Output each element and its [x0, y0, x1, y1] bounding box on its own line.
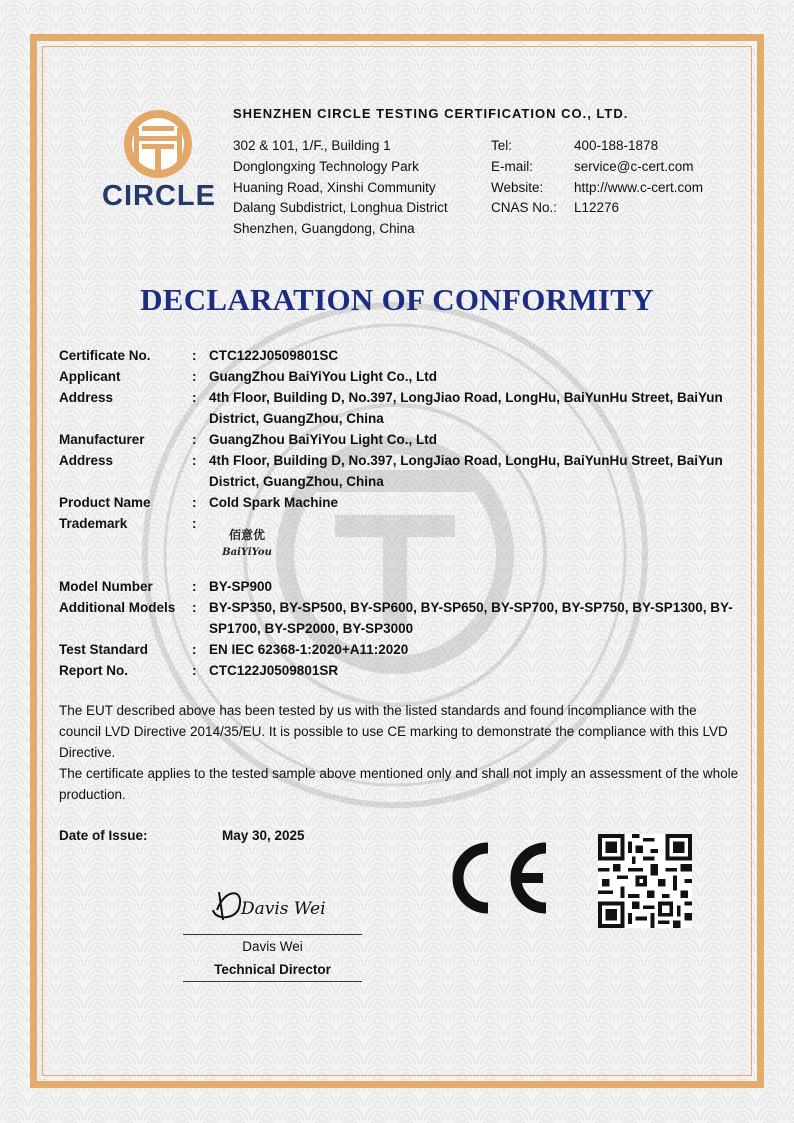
field-row: Product Name : Cold Spark Machine — [59, 492, 749, 513]
contact-label: Tel: — [491, 138, 513, 153]
field-value: CTC122J0509801SC — [209, 348, 339, 363]
logo-wordmark: CIRCLE — [102, 180, 216, 212]
ce-mark-icon — [443, 840, 553, 916]
company-contact — [491, 136, 703, 219]
contact-value: L12276 — [574, 200, 620, 216]
issue-date-label: Date of Issue: — [59, 828, 148, 843]
contact-value: service@c-cert.com — [574, 158, 694, 174]
address-line: Dalang Subdistrict, Longhua District — [233, 200, 448, 216]
signature-underline — [183, 981, 362, 982]
field-row: Address : 4th Floor, Building D, No.397, LongJiao Road, LongHu, BaiYunHu Street, BaiYun District, GuangZhou, China — [59, 450, 749, 492]
statement-paragraph: The certificate applies to the tested sample above mentioned only and shall not imply an assessment of the whole production. — [59, 766, 739, 802]
trademark-latin: BaiYiYou — [222, 547, 272, 558]
document-title: DECLARATION OF CONFORMITY — [140, 282, 654, 317]
field-row: Applicant : GuangZhou BaiYiYou Light Co., Ltd — [59, 366, 749, 387]
trademark-logo — [216, 525, 278, 559]
signatory-title: Technical Director — [214, 962, 331, 977]
trademark-chinese: 佰意优 — [228, 528, 266, 542]
field-value: Cold Spark Machine — [209, 495, 339, 510]
field-label: Model Number — [59, 579, 153, 594]
field-label: Test Standard — [59, 642, 149, 657]
signature-line — [183, 934, 362, 935]
field-row: Model Number : BY-SP900 — [59, 576, 749, 597]
address-line: 302 & 101, 1/F., Building 1 — [233, 138, 391, 153]
contact-label: CNAS No.: — [491, 200, 558, 216]
field-row: Trademark : — [59, 513, 749, 576]
field-value: CTC122J0509801SR — [209, 663, 339, 678]
field-row: Report No. : CTC122J0509801SR — [59, 660, 749, 681]
field-label: Certificate No. — [59, 348, 151, 363]
company-address — [233, 136, 448, 240]
field-value: BY-SP350, BY-SP500, BY-SP600, BY-SP650, BY-SP700, BY-SP750, BY-SP1300, BY-SP1700, BY-SP2000, BY-SP3000 — [209, 600, 733, 636]
field-label: Applicant — [59, 369, 121, 384]
field-row: Certificate No. : CTC122J0509801SC — [59, 345, 749, 366]
contact-tel — [491, 136, 703, 157]
field-label: Additional Models — [59, 600, 176, 615]
field-row: Address : 4th Floor, Building D, No.397, LongJiao Road, LongHu, BaiYunHu Street, BaiYun District, GuangZhou, China — [59, 387, 749, 429]
contact-label: Website: — [491, 179, 544, 195]
field-label: Address — [59, 453, 114, 468]
contact-email — [491, 157, 703, 178]
contact-label: E-mail: — [491, 158, 534, 174]
contact-cnas — [491, 198, 703, 219]
field-value: BY-SP900 — [209, 579, 273, 594]
field-label: Address — [59, 390, 114, 405]
field-value: GuangZhou BaiYiYou Light Co., Ltd — [209, 369, 437, 384]
conformity-statement — [59, 700, 739, 805]
contact-value: 400-188-1878 — [574, 138, 659, 153]
field-value: 4th Floor, Building D, No.397, LongJiao Road, LongHu, BaiYunHu Street, BaiYun District, GuangZhou, China — [209, 390, 723, 426]
field-label: Trademark — [59, 516, 128, 531]
qr-code-icon — [598, 834, 692, 928]
field-row: Test Standard : EN IEC 62368-1:2020+A11:2020 — [59, 639, 749, 660]
address-line: Donglongxing Technology Park — [233, 158, 419, 174]
issue-date-value: May 30, 2025 — [222, 828, 305, 843]
field-value: EN IEC 62368-1:2020+A11:2020 — [209, 642, 409, 657]
company-name: SHENZHEN CIRCLE TESTING CERTIFICATION CO., LTD. — [233, 106, 629, 121]
address-line: Huaning Road, Xinshi Community — [233, 179, 436, 195]
contact-website — [491, 178, 703, 199]
field-label: Manufacturer — [59, 432, 145, 447]
signature-script: Davis Wei — [241, 899, 326, 919]
field-row: Manufacturer : GuangZhou BaiYiYou Light Co., Ltd — [59, 429, 749, 450]
signatory-name: Davis Wei — [242, 939, 303, 954]
field-label: Product Name — [59, 495, 151, 510]
field-value: 4th Floor, Building D, No.397, LongJiao Road, LongHu, BaiYunHu Street, BaiYun District, GuangZhou, China — [209, 453, 723, 489]
certificate-fields — [59, 345, 749, 681]
statement-paragraph: The EUT described above has been tested by us with the listed standards and found incompliance with the council LVD Directive 2014/35/EU. It is possible to use CE marking to demonstrate the compliance with this LVD Directive. — [59, 703, 728, 760]
handwritten-signature — [205, 880, 335, 928]
contact-value: http://www.c-cert.com — [574, 179, 704, 195]
field-value — [209, 513, 749, 576]
field-label: Report No. — [59, 663, 128, 678]
address-line: Shenzhen, Guangdong, China — [233, 221, 415, 237]
field-row: Additional Models : BY-SP350, BY-SP500, BY-SP600, BY-SP650, BY-SP700, BY-SP750, BY-SP1300, BY-SP1700, BY-SP2000, BY-SP3000 — [59, 597, 749, 639]
field-value: GuangZhou BaiYiYou Light Co., Ltd — [209, 432, 437, 447]
